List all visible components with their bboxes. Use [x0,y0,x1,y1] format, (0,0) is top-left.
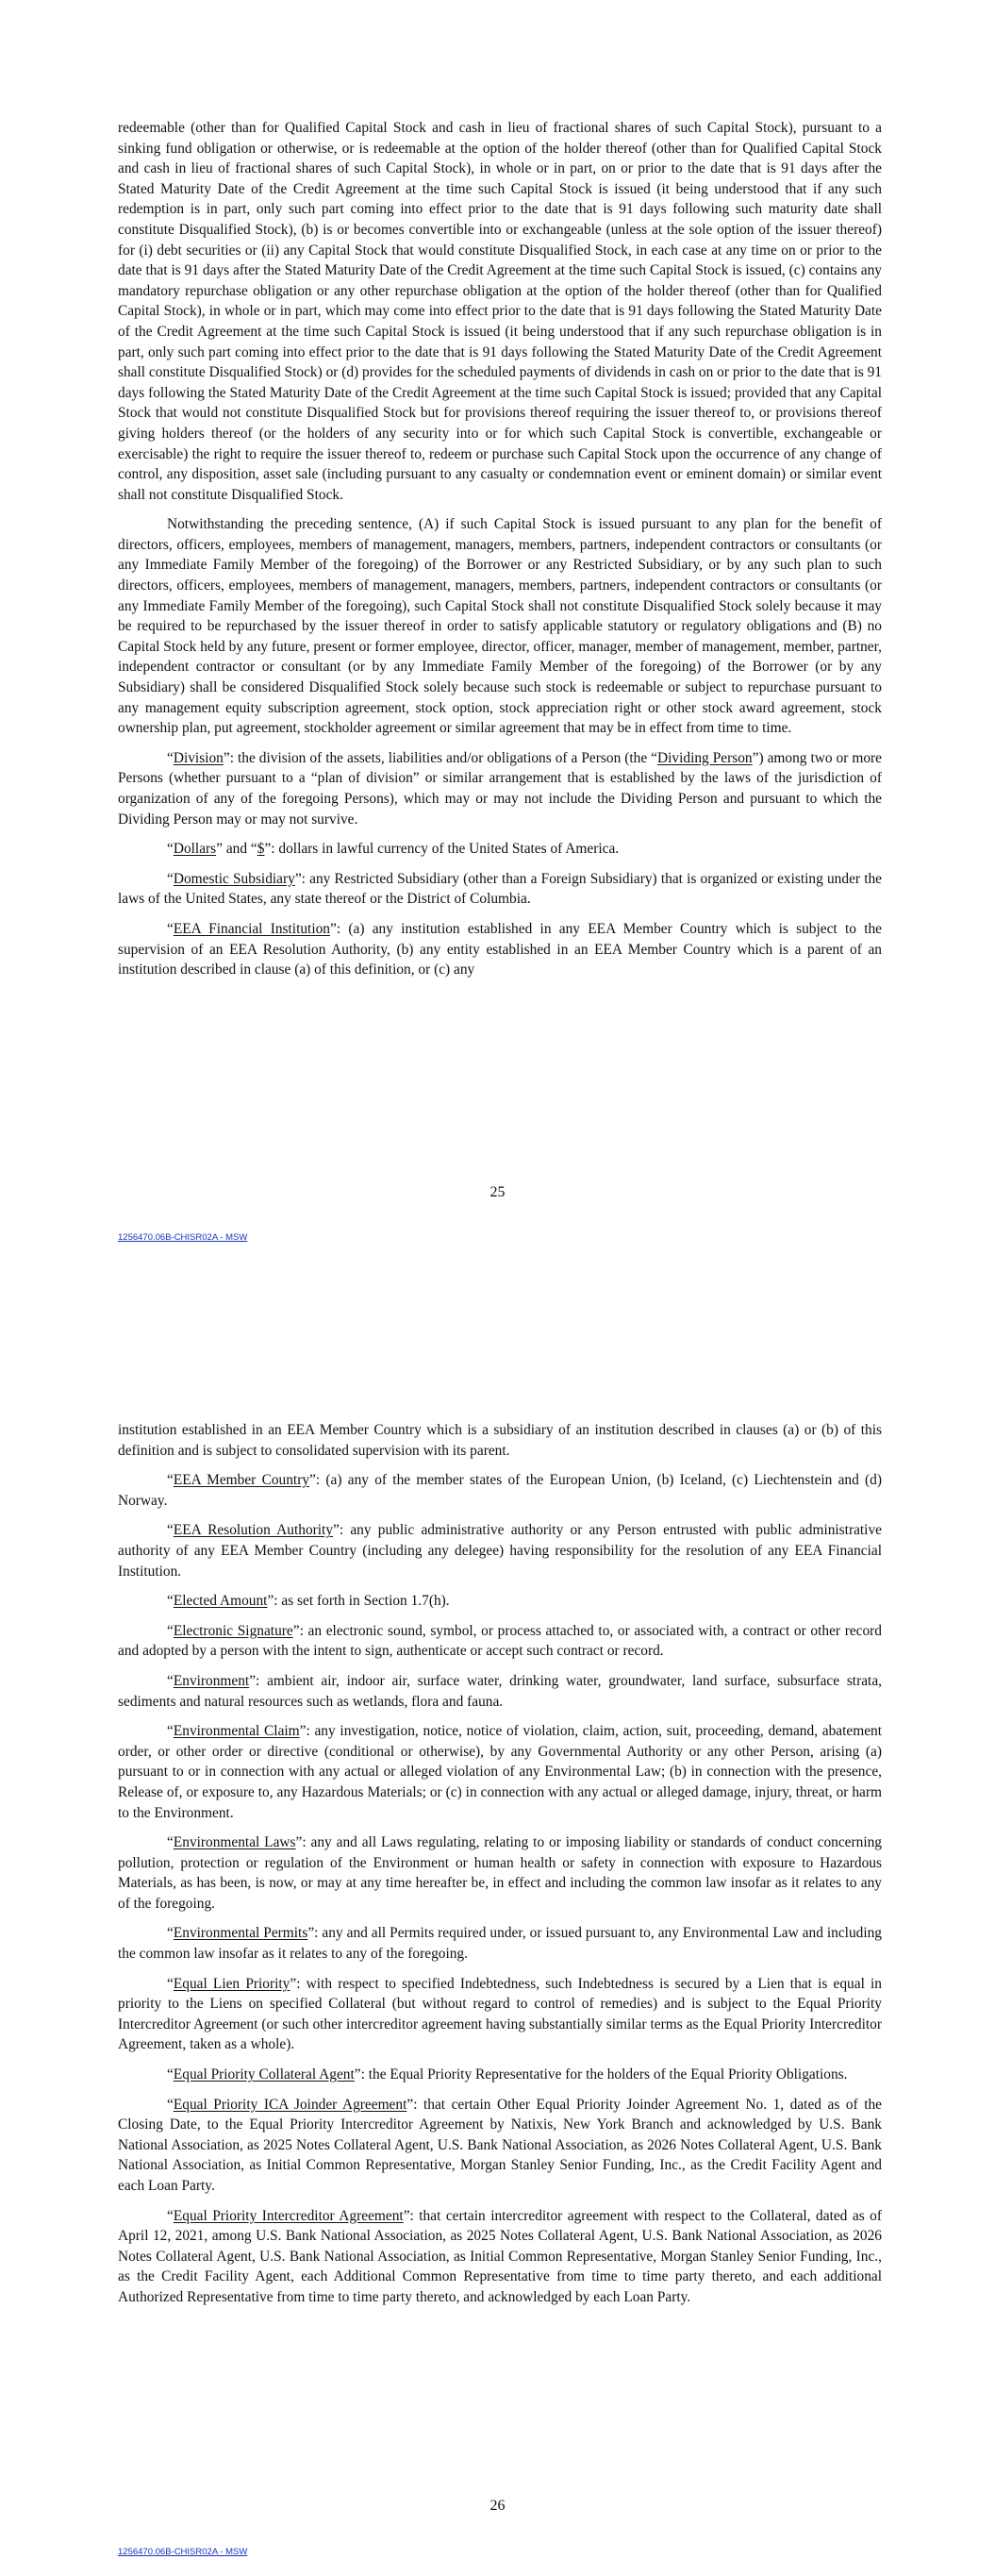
division-text: ”) among two or more Persons (whether pursuant to a “plan of division” or similar arrangement that is established by the laws of the jurisdiction of organization of any of the foregoing Persons), which may or may not include the Dividing Person and pursuant to which the Dividing Person may or may not survive. [118,749,882,828]
definition-dollars: “Dollars” and “$”: dollars in lawful currency of the United States of America. [167,841,620,858]
definition-eea-financial-institution: “EEA Financial Institution”: (a) any institution established in any EEA Member Country which is subject to the supervision of an EEA Resolution Authority, (b) any entity established in an EEA Member Country which is a parent of an institution described in clause (a) of this definition, or (c) any [118,920,883,979]
definition-item: “EEA Member Country”: (a) any of the member states of the European Union, (b) Iceland, (c) Liechtenstein and (d) Norway. [118,1472,882,1509]
page-26-body [118,1420,882,2317]
definition-item: “Environmental Permits”: any and all Permits required under, or issued pursuant to, any Environmental Law and including the common law insofar as it relates to any of the foregoing. [118,1925,882,1963]
page-26 [0,1288,995,2576]
definition-item: “Environmental Claim”: any investigation, notice, notice of violation, claim, action, suit, proceeding, demand, abatement order, or other order or directive (conditional or otherwise), by any Governmental Authority or any other Person, arising (a) pursuant to or in connection with any actual or alleged violation of any Environmental Law; (b) in connection with the presence, Release of, or exposure to, any Hazardous Materials; or (c) in connection with any actual or alleged damage, injury, threat, or harm to the Environment. [118,1723,882,1821]
definition-term: Electronic Signature [173,1622,293,1639]
disqualified-stock-continuation: redeemable (other than for Qualified Capital Stock and cash in lieu of fractional shares of such Capital Stock), pursuant to a sinking fund obligation or otherwise, or is redeemable at the option of the holder thereof (other than for Qualified Capital Stock and cash in lieu of fractional shares of such Capital Stock), in whole or in part, on or prior to the date that is 91 days after the Stated Maturity Date of the Credit Agreement at the time such Capital Stock is issued (it being understood that if any such redemption is in part, only such part coming into effect prior to the date that is 91 days following such maturity date shall constitute Disqualified Stock), (b) is or becomes convertible into or exchangeable (unless at the sole option of the issuer thereof) for (i) debt securities or (ii) any Capital Stock that would constitute Disqualified Stock, in each case at any time on or prior to the date that is 91 days after the Stated Maturity Date of the Credit Agreement at the time such Capital Stock is issued, (c) contains any mandatory repurchase obligation or any other repurchase obligation at the option of the holder thereof (other than for Qualified Capital Stock), in whole or in part, which may come into effect prior to the date that is 91 days following the Stated Maturity Date of the Credit Agreement at the time such Capital Stock is issued (it being understood that if any such repurchase obligation is in part, only such part coming into effect prior to the date that is 91 days following the Stated Maturity Date of the Credit Agreement shall constitute Disqualified Stock) or (d) provides for the scheduled payments of dividends in cash on or prior to the date that is 91 days following the Stated Maturity Date of the Credit Agreement at the time such Capital Stock is issued; provided that any Capital Stock that would not constitute Disqualified Stock but for provisions thereof requiring the issuer thereof to, or provisions thereof giving holders thereof (or the holders of any security into or for which such Capital Stock is convertible, exchangeable or exercisable) the right to require the issuer thereof to, redeem or purchase such Capital Stock upon the occurrence of any change of control, any disposition, asset sale (including pursuant to any casualty or condemnation event or eminent domain) or similar event shall not constitute Disqualified Stock. [118,120,882,503]
dollars-mid: ” and “ [216,841,257,858]
page-25-body [118,118,882,990]
definition-text: ”: ambient air, indoor air, surface water, drinking water, groundwater, land surface, subsurface strata, sediments and natural resources such as wetlands, flora and fauna. [118,1672,882,1710]
definition-term: Environmental Laws [173,1834,296,1851]
term-domestic-subsidiary: Domestic Subsidiary [173,870,295,887]
definition-term: Environmental Claim [173,1723,300,1740]
definition-term: Environment [173,1672,250,1689]
definition-term: Equal Priority ICA Joinder Agreement [173,2096,407,2113]
definition-item: “Electronic Signature”: an electronic sound, symbol, or process attached to, or associated with, a contract or other record and adopted by a person with the intent to sign, authenticate or accept such contract or record. [118,1622,882,1660]
definition-text: ”: any public administrative authority or any Person entrusted with public administrative authority of any EEA Member Country (including any delegee) having responsibility for the resolution of any EEA Financial Institution. [118,1522,882,1580]
definition-item: “Environmental Laws”: any and all Laws regulating, relating to or imposing liability or standards of conduct concerning pollution, protection or regulation of the Environment or human health or safety in connection with exposure to Hazardous Materials, as has been, is now, or may at any time hereafter be, in effect and including the common law insofar as it relates to any of the foregoing. [118,1834,883,1912]
division-mid: ”: the division of the assets, liabilities and/or obligations of a Person (the “ [223,749,658,766]
definition-item: “Equal Lien Priority”: with respect to specified Indebtedness, such Indebtedness is secured by a Lien that is equal in priority to the Liens on specified Collateral (but without regard to control of remedies) and is subject to the Equal Priority Intercreditor Agreement (or such other intercreditor agreement having substantially similar terms as the Equal Priority Intercreditor Agreement, taken as a whole). [118,1975,883,2053]
definition-term: Equal Lien Priority [173,1975,290,1992]
definition-division [118,748,882,829]
term-dollar-sign: $ [257,841,265,858]
definition-text: ”: with respect to specified Indebtedness, such Indebtedness is secured by a Lien that is equal in priority to the Liens on specified Collateral (but without regard to control of remedies) and is subject to the Equal Priority Intercreditor Agreement (or such other intercreditor agreement having substantially similar terms as the Equal Priority Intercreditor Agreement, taken as a whole). [118,1975,883,2053]
definition-domestic-subsidiary: “Domestic Subsidiary”: any Restricted Subsidiary (other than a Foreign Subsidiary) that is organized or existing under the laws of the United States, any state thereof or the District of Columbia. [118,870,883,908]
term-dividing-person: Dividing Person [657,749,753,766]
definition-text: ”: as set forth in Section 1.7(h). [267,1593,450,1610]
definition-term: EEA Member Country [173,1472,310,1489]
definition-term: Elected Amount [173,1593,268,1610]
term-division: Division [173,749,224,766]
definition-text: ”: the Equal Priority Representative for the holders of the Equal Priority Obligations. [354,2066,848,2083]
definition-text: ”: an electronic sound, symbol, or process attached to, or associated with, a contract or other record and adopted by a person with the intent to sign, authenticate or accept such contract or record. [118,1622,882,1660]
domestic-text: ”: any Restricted Subsidiary (other than a Foreign Subsidiary) that is organized or existing under the laws of the United States, any state thereof or the District of Columbia. [118,870,883,908]
notwithstanding-paragraph: Notwithstanding the preceding sentence, (A) if such Capital Stock is issued pursuant to any plan for the benefit of directors, officers, employees, members of management, managers, members, partners, independent contractors or consultants (or any Immediate Family Member of the foregoing) of the Borrower or any Restricted Subsidiary, or by any such plan to such directors, officers, employees, members of management, managers, members, partners, independent contractors or consultants (or any Immediate Family Member of the foregoing), such Capital Stock shall not constitute Disqualified Stock solely because it may be required to be repurchased by the issuer thereof in order to satisfy applicable statutory or regulatory obligations and (B) no Capital Stock held by any future, present or former employee, director, officer, manager, member of management, member, partner, independent contractor or consultant (or by any Immediate Family Member of the foregoing) of the Borrower (or by any Subsidiary) shall be considered Disqualified Stock solely because such stock is redeemable or subject to repurchase pursuant to any management equity subscription agreement, stock option, stock appreciation right or other stock award agreement, stock ownership plan, put agreement, stockholder agreement or similar agreement that may be in effect from time to time. [118,516,882,737]
definition-item: “Elected Amount”: as set forth in Section 1.7(h). [167,1593,450,1610]
eea-fi-continuation: institution established in an EEA Member Country which is a subsidiary of an institution described in clauses (a) or (b) of this definition and is subject to consolidated supervision with its parent. [118,1422,882,1459]
eea-fi-text: ”: (a) any institution established in any EEA Member Country which is subject to the supervision of an EEA Resolution Authority, (b) any entity established in an EEA Member Country which is a parent of an institution described in clause (a) of this definition, or (c) any [118,920,883,979]
definition-item: “EEA Resolution Authority”: any public administrative authority or any Person entrusted with public administrative authority of any EEA Member Country (including any delegee) having responsibility for the resolution of any EEA Financial Institution. [118,1522,882,1580]
document-id-link[interactable]: 1256470.06B-CHISR02A - MSW [118,2547,248,2557]
definition-item: “Equal Priority ICA Joinder Agreement”: that certain Other Equal Priority Joinder Agreement No. 1, dated as of the Closing Date, to the Equal Priority Intercreditor Agreement by Natixis, New York Branch and acknowledged by U.S. Bank National Association, as 2025 Notes Collateral Agent, U.S. Bank National Association, as 2026 Notes Collateral Agent, U.S. Bank National Association, as Initial Common Representative, Morgan Stanley Senior Funding, Inc., as the Credit Facility Agent and each Loan Party. [118,2096,882,2194]
definition-item: “Equal Priority Collateral Agent”: the Equal Priority Representative for the holders of the Equal Priority Obligations. [167,2066,848,2083]
definition-term: Environmental Permits [173,1925,308,1942]
term-dollars: Dollars [173,841,217,858]
definition-text: ”: any investigation, notice, notice of violation, claim, action, suit, proceeding, demand, abatement order, or other order or directive (conditional or otherwise), by any Governmental Authority or any other Person, arising (a) pursuant to or in connection with any actual or alleged violation of any Environmental Law; (b) in connection with the presence, Release of, or exposure to, any Hazardous Materials; or (c) in connection with any actual or alleged damage, injury, threat, or harm to the Environment. [118,1723,882,1821]
definition-text: ”: (a) any of the member states of the European Union, (b) Iceland, (c) Liechtenstein and (d) Norway. [118,1472,882,1509]
open-quote: “ [167,749,174,766]
definition-term: Equal Priority Collateral Agent [173,2066,355,2083]
document-id-link[interactable]: 1256470.06B-CHISR02A - MSW [118,1232,248,1243]
definition-text: ”: any and all Permits required under, or issued pursuant to, any Environmental Law and including the common law insofar as it relates to any of the foregoing. [118,1925,882,1963]
definition-term: EEA Resolution Authority [173,1522,334,1539]
definition-term: Equal Priority Intercreditor Agreement [173,2207,404,2224]
term-eea-financial-institution: EEA Financial Institution [173,920,330,937]
definition-item: “Environment”: ambient air, indoor air, surface water, drinking water, groundwater, land surface, subsurface strata, sediments and natural resources such as wetlands, flora and fauna. [118,1672,882,1710]
definition-item: “Equal Priority Intercreditor Agreement”: that certain intercreditor agreement with respect to the Collateral, dated as of April 12, 2021, among U.S. Bank National Association, as 2025 Notes Collateral Agent, U.S. Bank National Association, as 2026 Notes Collateral Agent, U.S. Bank National Association, as Initial Common Representative, Morgan Stanley Senior Funding, Inc., as the Credit Facility Agent, each Additional Common Representative from time to time party thereto, and each additional Authorized Representative from time to time party thereto, and acknowledged by each Loan Party. [118,2207,882,2305]
definition-text: ”: that certain intercreditor agreement with respect to the Collateral, dated as of April 12, 2021, among U.S. Bank National Association, as 2025 Notes Collateral Agent, U.S. Bank National Association, as 2026 Notes Collateral Agent, U.S. Bank National Association, as Initial Common Representative, Morgan Stanley Senior Funding, Inc., as the Credit Facility Agent, each Additional Common Representative from time to time party thereto, and each additional Authorized Representative from time to time party thereto, and acknowledged by each Loan Party. [118,2207,882,2305]
definitions-list [118,1470,882,2307]
definition-text: ”: that certain Other Equal Priority Joinder Agreement No. 1, dated as of the Closing Date, to the Equal Priority Intercreditor Agreement by Natixis, New York Branch and acknowledged by U.S. Bank National Association, as 2025 Notes Collateral Agent, U.S. Bank National Association, as 2026 Notes Collateral Agent, U.S. Bank National Association, as Initial Common Representative, Morgan Stanley Senior Funding, Inc., as the Credit Facility Agent and each Loan Party. [118,2096,882,2194]
page-number: 25 [489,1184,506,1200]
dollars-text: ”: dollars in lawful currency of the United States of America. [264,841,620,858]
definition-text: ”: any and all Laws regulating, relating to or imposing liability or standards of conduct concerning pollution, protection or regulation of the Environment or human health or safety in connection with exposure to Hazardous Materials, as has been, is now, or may at any time hereafter be, in effect and including the common law insofar as it relates to any of the foregoing. [118,1834,883,1912]
page-number: 26 [489,2498,506,2514]
